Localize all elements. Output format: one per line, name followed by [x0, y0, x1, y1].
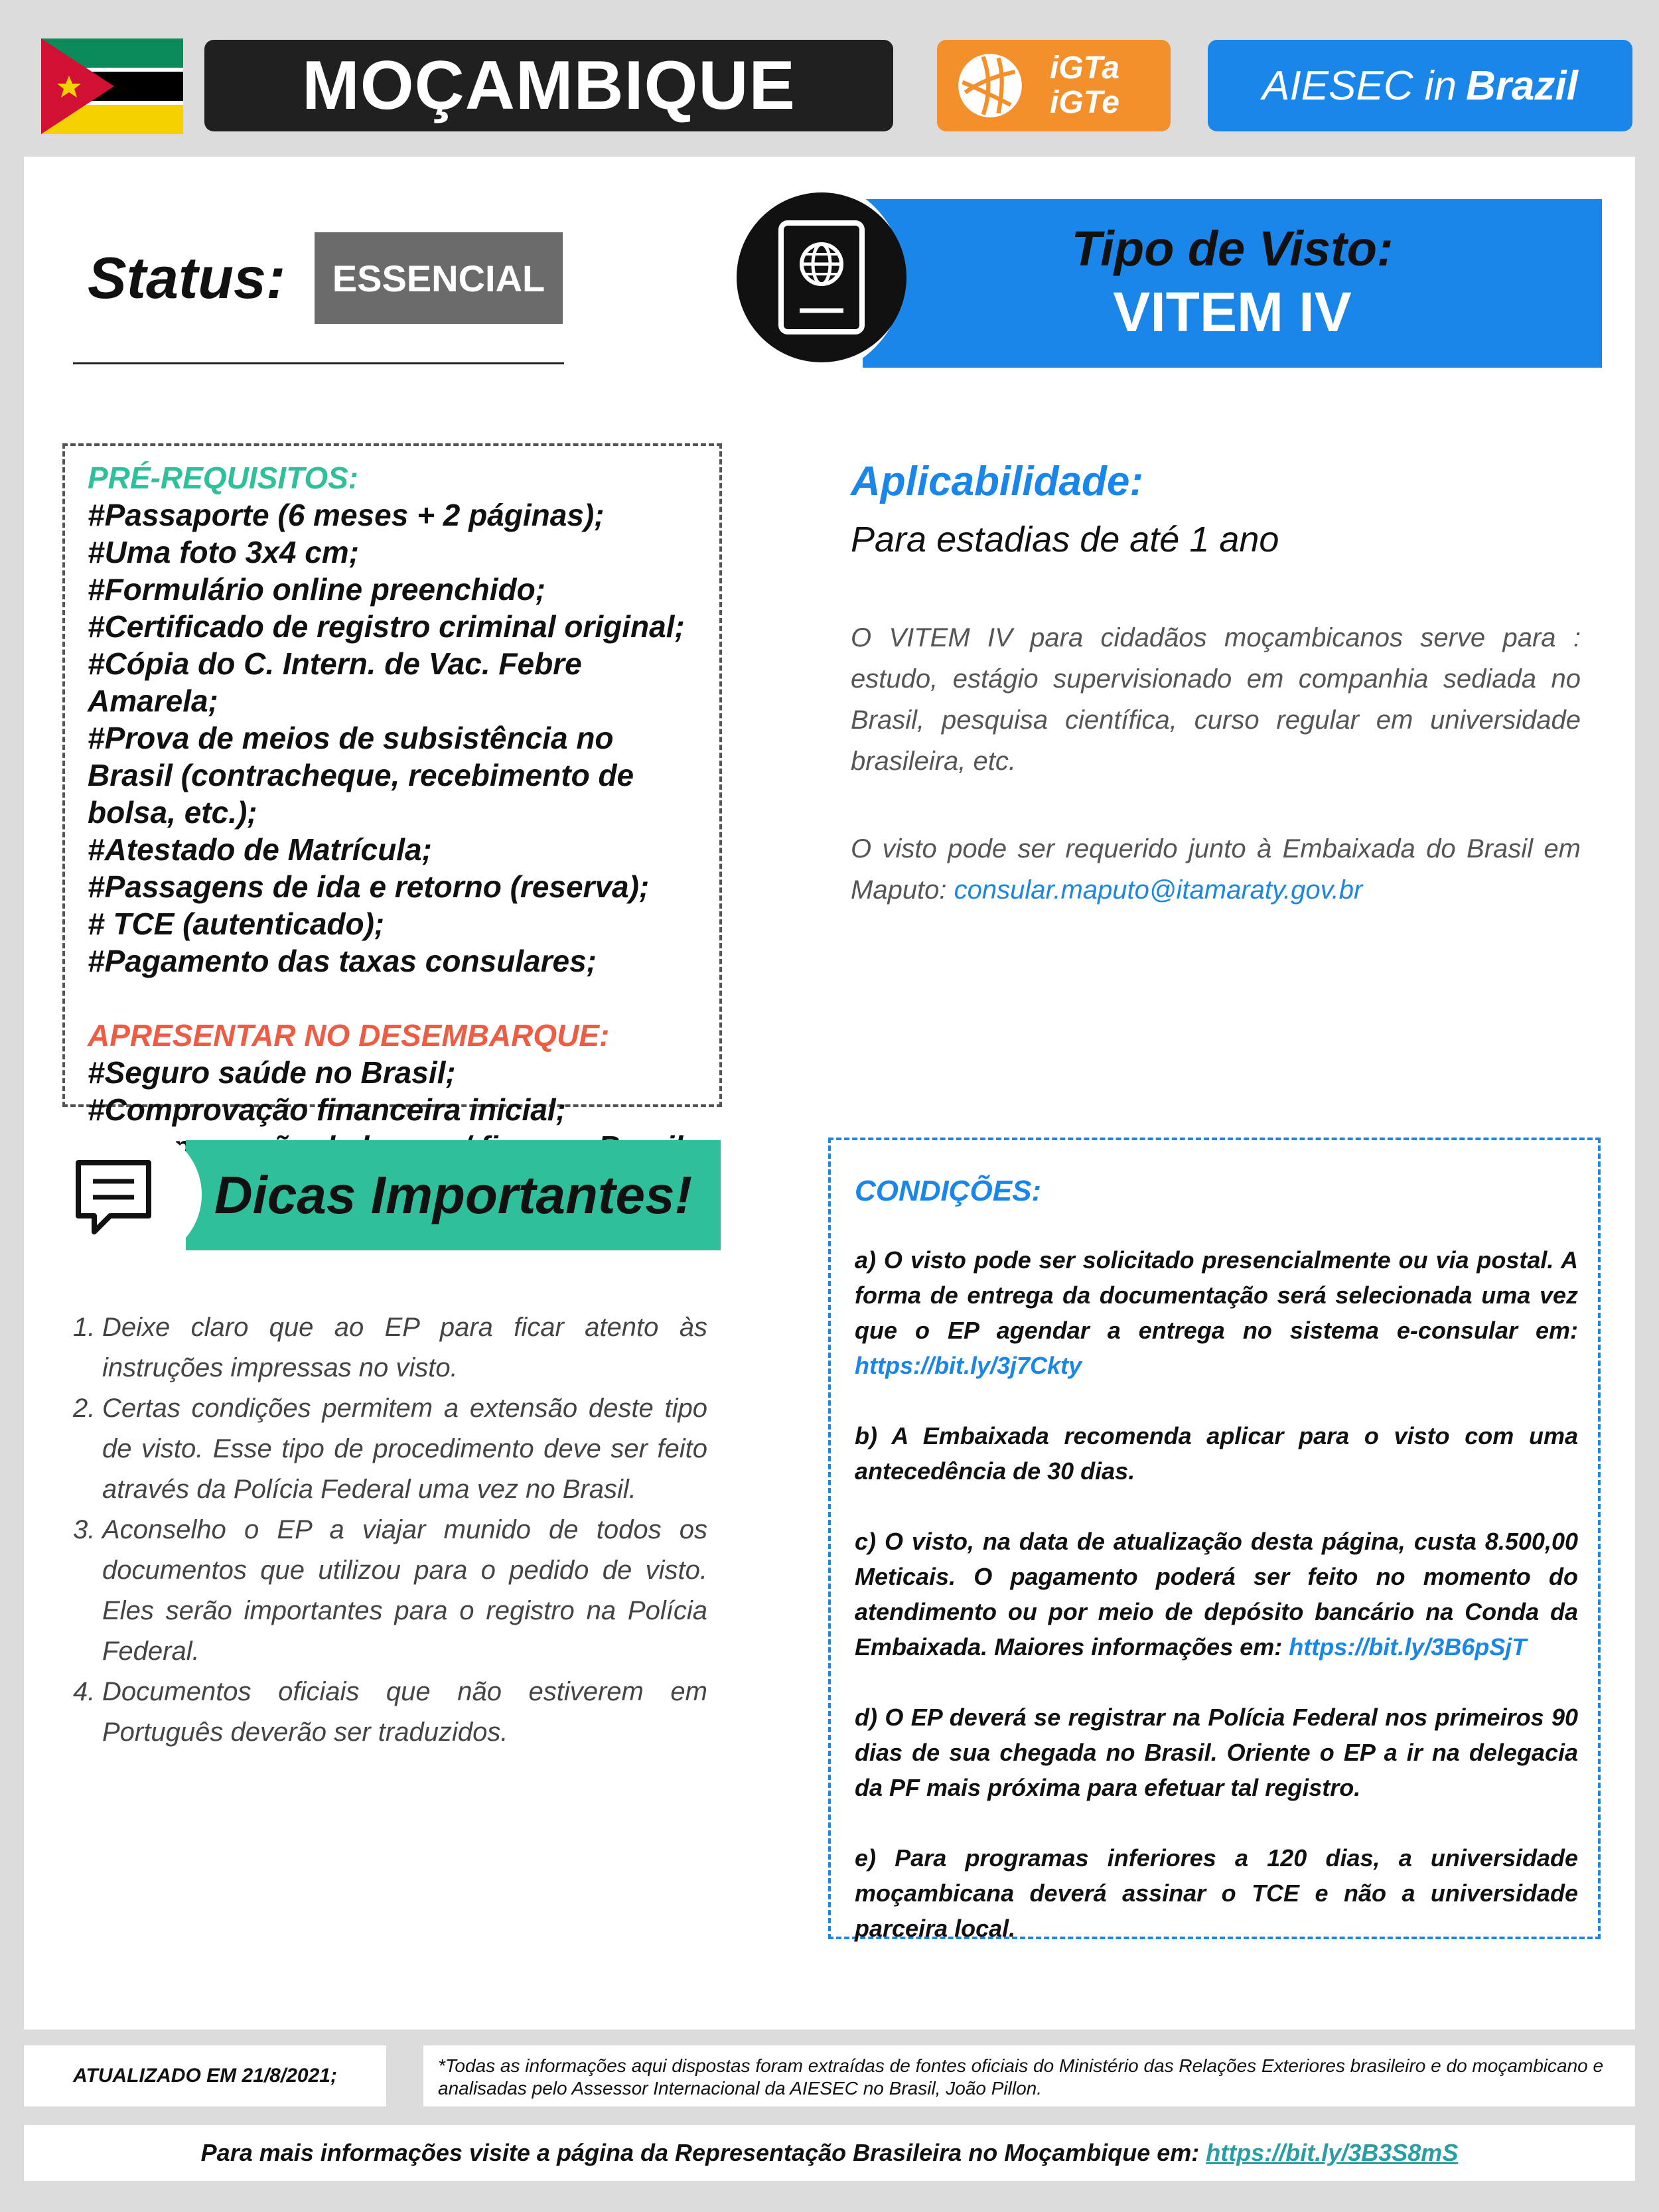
prereq-item: #Formulário online preenchido; [88, 572, 546, 607]
globe-icon [956, 51, 1025, 120]
more-info-link[interactable]: https://bit.ly/3B3S8mS [1206, 2139, 1459, 2166]
prerequisites-box [62, 443, 722, 1127]
conditions-heading: CONDIÇÕES: [855, 1175, 1042, 1207]
prereq-item: # TCE (autenticado); [88, 907, 385, 941]
payment-info-link[interactable]: https://bit.ly/3B6pSjT [1289, 1633, 1527, 1660]
condition-d: d) O EP deverá se registrar na Polícia Federal nos primeiros 90 dias de sua chegada no Brasil. Oriente o EP a ir na delegacia da PF mais próxima para efetuar tal registro. [855, 1704, 1578, 1801]
visa-type [863, 219, 1602, 345]
arrival-item: #Comprovação financeira inicial; [88, 1092, 566, 1127]
status-badge: ESSENCIAL [315, 232, 563, 324]
econsular-link[interactable]: https://bit.ly/3j7Ckty [855, 1352, 1082, 1379]
more-info-text: Para mais informações visite a página da Representação Brasileira no Moçambique em: [200, 2139, 1200, 2166]
tips-list [73, 1307, 707, 1753]
condition-e: e) Para programas inferiores a 120 dias, a universidade moçambicana deverá assinar o TCE e não a universidade parceira local. [855, 1844, 1578, 1942]
embassy-info-text: O visto pode ser requerido junto à Embaixada do Brasil em Maputo: [851, 834, 1581, 905]
tip-text: Deixe claro que ao EP para ficar atento às instruções impressas no visto. [102, 1313, 707, 1382]
visa-type-label: Tipo de Visto: [1071, 221, 1394, 276]
mozambique-flag-icon [41, 38, 183, 134]
prereq-item: #Passaporte (6 meses + 2 páginas); [88, 498, 605, 532]
prereq-item: #Cópia do C. Intern. de Vac. Febre Amarela; [88, 646, 582, 718]
embassy-info [851, 828, 1581, 911]
prereq-item: #Prova de meios de subsistência no Brasil (contracheque, recebimento de bolsa, etc.); [88, 721, 634, 830]
tip-text: Documentos oficiais que não estiverem em Português deverão ser traduzidos. [102, 1677, 707, 1747]
tip-text: Aconselho o EP a viajar munido de todos os documentos que utilizou para o pedido de visto. Eles serão importantes para o registro na Polícia Federal. [102, 1515, 707, 1666]
status-divider [73, 362, 564, 364]
org-badge [1208, 40, 1632, 131]
tip-number: 1. [73, 1313, 96, 1342]
prereq-item: #Passagens de ida e retorno (reserva); [88, 869, 650, 904]
list-item [73, 1388, 707, 1510]
chat-bubble-icon [70, 1155, 157, 1241]
org-prefix: AIESEC in [1262, 62, 1457, 109]
condition-a [855, 1242, 1578, 1383]
tip-number: 3. [73, 1515, 96, 1544]
tip-number: 4. [73, 1677, 96, 1706]
passport-glyph-icon [772, 218, 871, 337]
condition-a-text: a) O visto pode ser solicitado presencialmente ou via postal. A forma de entrega da documentação será selecionada uma vez que o EP agendar a entrega no sistema e-consular em: [855, 1246, 1578, 1344]
disclaimer-text: *Todas as informações aqui dispostas foram extraídas de fontes oficiais do Ministério das Relações Exteriores brasileiro e do moçambicano e analisadas pelo Assessor Internacional da AIESEC no Brasil, João Pillon. [423, 2045, 1635, 2106]
program-igta: iGTa [1050, 50, 1119, 86]
condition-c-text: c) O visto, na data de atualização desta página, custa 8.500,00 Meticais. O pagamento poderá ser feito no momento do atendimento ou por meio de depósito bancário na Conda da Embaixada. Maiores informações em: [855, 1528, 1578, 1660]
visa-type-value: VITEM IV [1113, 281, 1352, 343]
prereq-item: #Certificado de registro criminal original; [88, 609, 685, 644]
list-item [73, 1307, 707, 1388]
applicability-description: O VITEM IV para cidadãos moçambicanos serve para : estudo, estágio supervisionado em companhia sediada no Brasil, pesquisa científica, curso regular em universidade brasileira, etc. [851, 623, 1581, 776]
arrival-heading: APRESENTAR NO DESEMBARQUE: [88, 1018, 610, 1053]
country-title: MOÇAMBIQUE [204, 40, 893, 131]
applicability-subtitle: Para estadias de até 1 ano [851, 520, 1279, 559]
tip-text: Certas condições permitem a extensão deste tipo de visto. Esse tipo de procedimento deve ser feito através da Polícia Federal uma vez no Brasil. [102, 1394, 707, 1504]
conditions-box [828, 1138, 1601, 1942]
tip-number: 2. [73, 1394, 96, 1423]
prerequisites-heading: PRÉ-REQUISITOS: [88, 461, 359, 495]
condition-b: b) A Embaixada recomenda aplicar para o visto com uma antecedência de 30 dias. [855, 1422, 1578, 1485]
program-igte: iGTe [1050, 85, 1119, 120]
prereq-item: #Uma foto 3x4 cm; [88, 535, 360, 569]
more-info-bar [24, 2125, 1635, 2181]
applicability-heading: Aplicabilidade: [851, 459, 1143, 504]
updated-date: ATUALIZADO EM 21/8/2021; [24, 2045, 386, 2106]
program-badge [937, 40, 1171, 131]
org-country: Brazil [1466, 62, 1578, 109]
prereq-item: #Pagamento das taxas consulares; [88, 944, 597, 978]
arrival-item: #Seguro saúde no Brasil; [88, 1055, 456, 1090]
list-item [73, 1672, 707, 1753]
list-item [73, 1510, 707, 1672]
status-label: Status: [88, 245, 286, 311]
tips-heading: Dicas Importantes! [214, 1165, 693, 1224]
embassy-email-link[interactable]: consular.maputo@itamaraty.gov.br [954, 875, 1363, 905]
prereq-item: #Atestado de Matrícula; [88, 832, 432, 867]
condition-c [855, 1524, 1578, 1664]
